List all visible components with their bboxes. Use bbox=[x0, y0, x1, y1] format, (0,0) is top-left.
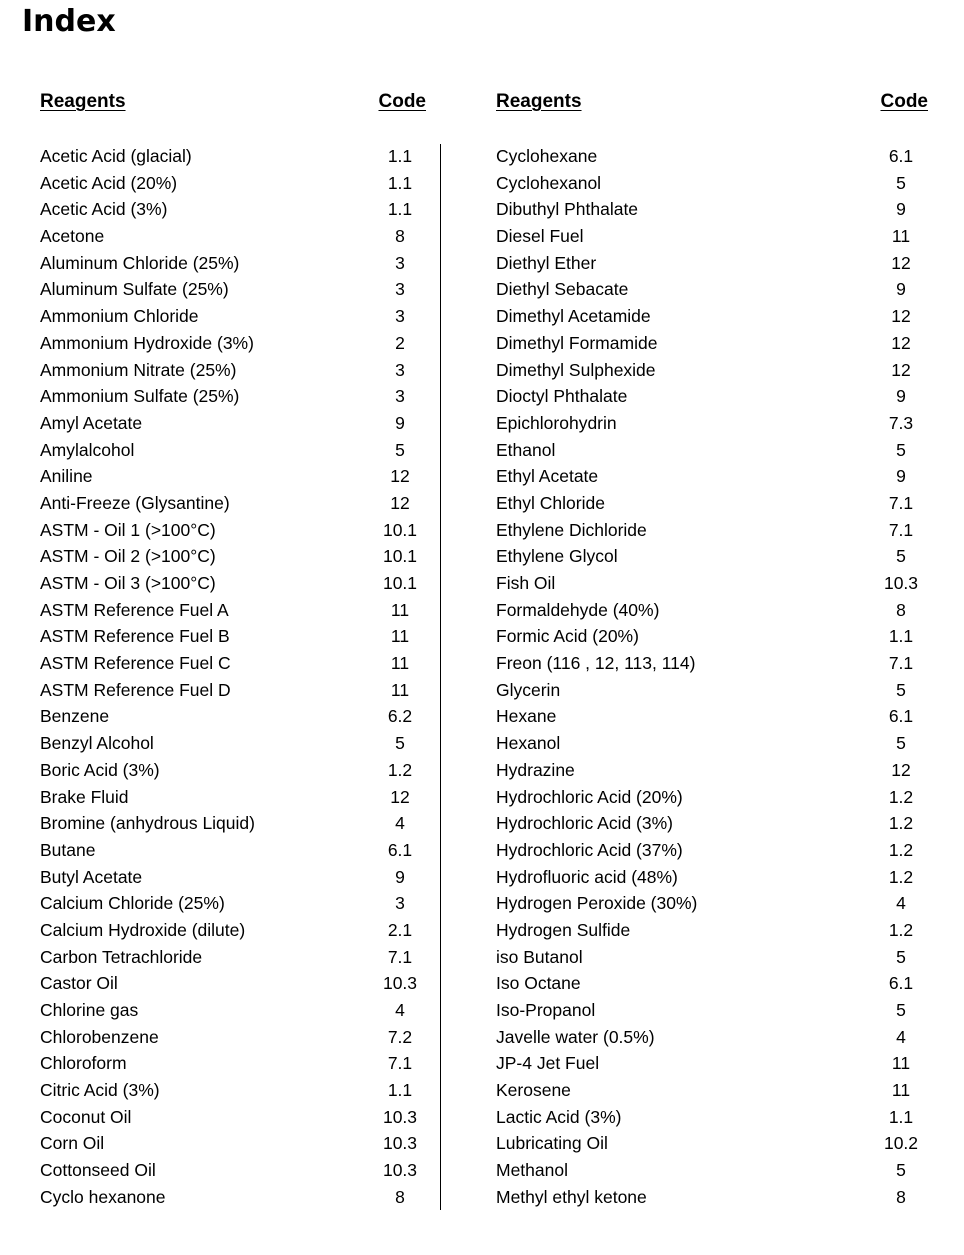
reagent-name: Calcium Chloride (25%) bbox=[40, 893, 225, 914]
reagent-name: Coconut Oil bbox=[40, 1106, 132, 1127]
reagent-name: Ammonium Sulfate (25%) bbox=[40, 386, 240, 407]
reagent-name: Amyl Acetate bbox=[40, 412, 143, 433]
reagent-name: Chloroform bbox=[40, 1053, 127, 1074]
code-header: Code bbox=[378, 91, 426, 112]
reagent-code: 7.1 bbox=[888, 492, 914, 513]
reagent-row bbox=[40, 357, 428, 384]
reagent-code: 7.2 bbox=[387, 1026, 413, 1047]
reagent-code: 4 bbox=[395, 813, 405, 834]
reagent-name: Kerosene bbox=[496, 1080, 571, 1101]
reagent-code: 8 bbox=[896, 599, 906, 620]
reagent-row bbox=[40, 1184, 428, 1211]
reagent-row bbox=[40, 944, 428, 971]
reagent-list-right bbox=[496, 143, 928, 1211]
reagent-code: 3 bbox=[395, 386, 405, 407]
reagent-name: Dimethyl Sulphexide bbox=[496, 359, 656, 380]
reagent-name: Boric Acid (3%) bbox=[40, 759, 160, 780]
reagent-name: ASTM Reference Fuel B bbox=[40, 626, 230, 647]
reagent-code: 5 bbox=[896, 439, 906, 460]
reagent-code: 4 bbox=[395, 1000, 405, 1020]
reagent-code: 12 bbox=[390, 492, 410, 513]
reagent-name: Ethylene Dichloride bbox=[496, 519, 647, 540]
reagent-code: 11 bbox=[891, 226, 911, 247]
reagent-row bbox=[496, 864, 928, 891]
reagent-name: Lactic Acid (3%) bbox=[496, 1106, 622, 1127]
reagent-code: 9 bbox=[896, 279, 906, 300]
reagent-row bbox=[40, 543, 428, 570]
reagent-name: Ammonium Chloride bbox=[40, 306, 199, 327]
reagent-name: Methanol bbox=[496, 1160, 568, 1181]
reagent-row bbox=[40, 970, 428, 997]
reagent-row bbox=[496, 730, 928, 757]
reagent-row bbox=[40, 677, 428, 704]
reagent-row bbox=[40, 650, 428, 677]
column-divider bbox=[440, 144, 441, 1210]
reagent-name: Formic Acid (20%) bbox=[496, 626, 639, 647]
reagent-code: 10.2 bbox=[883, 1133, 919, 1154]
reagent-row bbox=[40, 330, 428, 357]
reagent-code: 5 bbox=[896, 172, 906, 193]
reagent-name: Dimethyl Formamide bbox=[496, 332, 658, 353]
reagent-code: 8 bbox=[896, 1186, 906, 1207]
reagent-code: 2.1 bbox=[387, 919, 413, 940]
reagent-row bbox=[496, 383, 928, 410]
reagent-code: 5 bbox=[896, 733, 906, 754]
reagent-name: Hexane bbox=[496, 706, 557, 727]
reagent-name: Bromine (anhydrous Liquid) bbox=[40, 813, 255, 834]
reagent-row bbox=[496, 276, 928, 303]
reagent-row bbox=[496, 677, 928, 704]
reagent-code: 5 bbox=[896, 546, 906, 567]
reagent-name: Javelle water (0.5%) bbox=[496, 1026, 655, 1047]
reagent-code: 5 bbox=[896, 1160, 906, 1181]
reagent-name: Formaldehyde (40%) bbox=[496, 599, 660, 620]
reagent-row bbox=[40, 250, 428, 277]
reagent-code: 6.1 bbox=[888, 973, 914, 994]
reagent-row bbox=[496, 810, 928, 837]
reagent-row bbox=[496, 517, 928, 544]
reagent-row bbox=[496, 250, 928, 277]
reagent-row bbox=[496, 997, 928, 1024]
reagent-code: 6.1 bbox=[888, 146, 914, 166]
reagent-row bbox=[40, 703, 428, 730]
reagent-row bbox=[496, 330, 928, 357]
reagent-code: 8 bbox=[395, 1186, 405, 1207]
reagent-name: Cyclo hexanone bbox=[40, 1186, 166, 1207]
page-title: Index bbox=[22, 4, 116, 39]
reagent-name: Butyl Acetate bbox=[40, 866, 143, 887]
reagent-name: Brake Fluid bbox=[40, 786, 129, 807]
reagent-code: 3 bbox=[395, 306, 405, 327]
reagent-code: 5 bbox=[395, 733, 405, 754]
reagent-row bbox=[496, 917, 928, 944]
reagent-code: 11 bbox=[891, 1053, 911, 1074]
reagent-row bbox=[496, 196, 928, 223]
reagent-code: 11 bbox=[390, 653, 410, 674]
reagent-row bbox=[496, 1157, 928, 1184]
reagent-code: 8 bbox=[395, 226, 405, 247]
reagent-name: ASTM Reference Fuel C bbox=[40, 653, 231, 674]
reagent-name: Ethyl Acetate bbox=[496, 466, 599, 487]
reagent-name: Chlorobenzene bbox=[40, 1026, 159, 1047]
reagent-row bbox=[496, 490, 928, 517]
reagent-code: 1.2 bbox=[888, 866, 914, 887]
reagent-row bbox=[40, 864, 428, 891]
reagent-row bbox=[40, 1130, 428, 1157]
reagents-header: Reagents bbox=[40, 91, 126, 112]
reagent-name: Amylalcohol bbox=[40, 439, 135, 460]
reagent-name: Ethanol bbox=[496, 439, 556, 460]
reagent-name: Cyclohexane bbox=[496, 146, 598, 166]
reagent-code: 10.3 bbox=[883, 573, 919, 593]
reagent-name: Iso Octane bbox=[496, 973, 581, 994]
reagent-code: 9 bbox=[395, 412, 405, 433]
reagent-row bbox=[496, 597, 928, 624]
reagent-code: 12 bbox=[891, 252, 911, 273]
reagent-row bbox=[40, 223, 428, 250]
reagent-name: Acetic Acid (20%) bbox=[40, 172, 178, 193]
reagent-row bbox=[496, 463, 928, 490]
reagent-code: 11 bbox=[390, 599, 410, 620]
reagent-row bbox=[496, 410, 928, 437]
reagent-row bbox=[496, 1184, 928, 1211]
reagent-name: Hydrogen Peroxide (30%) bbox=[496, 893, 698, 914]
reagent-row bbox=[40, 1104, 428, 1131]
reagent-row bbox=[496, 650, 928, 677]
reagent-code: 10.3 bbox=[382, 1133, 418, 1154]
reagent-name: Aluminum Sulfate (25%) bbox=[40, 279, 229, 300]
reagent-name: Hydrochloric Acid (3%) bbox=[496, 813, 673, 834]
reagent-name: Ethylene Glycol bbox=[496, 546, 618, 567]
reagent-row bbox=[496, 1077, 928, 1104]
reagent-row bbox=[40, 517, 428, 544]
reagent-name: Calcium Hydroxide (dilute) bbox=[40, 919, 246, 940]
reagent-name: Diethyl Ether bbox=[496, 252, 597, 273]
reagent-name: Hexanol bbox=[496, 733, 561, 754]
reagent-name: Acetic Acid (glacial) bbox=[40, 146, 192, 166]
reagent-row bbox=[496, 1024, 928, 1051]
reagent-row bbox=[40, 490, 428, 517]
reagent-code: 6.1 bbox=[888, 706, 914, 727]
reagent-name: Ammonium Nitrate (25%) bbox=[40, 359, 237, 380]
reagent-name: Diethyl Sebacate bbox=[496, 279, 629, 300]
reagent-row bbox=[40, 784, 428, 811]
reagent-name: Freon (116 , 12, 113, 114) bbox=[496, 653, 696, 674]
reagent-row bbox=[40, 383, 428, 410]
reagent-name: Cottonseed Oil bbox=[40, 1160, 156, 1181]
reagent-name: Fish Oil bbox=[496, 573, 556, 593]
reagent-name: Chlorine gas bbox=[40, 1000, 139, 1020]
reagent-row bbox=[496, 437, 928, 464]
reagent-row bbox=[496, 543, 928, 570]
reagent-row bbox=[40, 597, 428, 624]
reagent-row bbox=[496, 303, 928, 330]
reagent-code: 7.1 bbox=[888, 653, 914, 674]
reagent-name: Glycerin bbox=[496, 679, 561, 700]
reagent-code: 9 bbox=[896, 199, 906, 220]
reagent-row bbox=[496, 1130, 928, 1157]
reagent-name: Dimethyl Acetamide bbox=[496, 306, 651, 327]
reagent-name: Acetic Acid (3%) bbox=[40, 199, 168, 220]
reagent-code: 4 bbox=[896, 1026, 906, 1047]
reagent-code: 12 bbox=[891, 359, 911, 380]
reagent-code: 10.3 bbox=[382, 1106, 418, 1127]
reagent-code: 9 bbox=[896, 466, 906, 487]
reagent-row bbox=[40, 276, 428, 303]
reagent-row bbox=[40, 570, 428, 597]
reagent-code: 4 bbox=[896, 893, 906, 914]
reagent-row bbox=[40, 1157, 428, 1184]
reagent-code: 11 bbox=[390, 626, 410, 647]
reagent-code: 9 bbox=[395, 866, 405, 887]
reagent-code: 7.3 bbox=[888, 412, 914, 433]
reagent-name: Iso-Propanol bbox=[496, 1000, 596, 1020]
reagent-code: 6.2 bbox=[387, 706, 413, 727]
column-header bbox=[40, 90, 428, 114]
reagent-code: 3 bbox=[395, 359, 405, 380]
reagent-row bbox=[40, 623, 428, 650]
reagent-list-left bbox=[40, 143, 428, 1211]
reagent-name: Dioctyl Phthalate bbox=[496, 386, 628, 407]
reagent-row bbox=[40, 303, 428, 330]
reagent-name: ASTM Reference Fuel A bbox=[40, 599, 229, 620]
reagent-name: Butane bbox=[40, 839, 96, 860]
reagent-name: Ammonium Hydroxide (3%) bbox=[40, 332, 254, 353]
reagent-row bbox=[496, 570, 928, 597]
reagent-code: 11 bbox=[390, 679, 410, 700]
reagent-code: 5 bbox=[896, 1000, 906, 1020]
reagent-name: Hydrogen Sulfide bbox=[496, 919, 631, 940]
reagent-column-right bbox=[496, 90, 928, 1207]
reagent-name: Methyl ethyl ketone bbox=[496, 1186, 647, 1207]
reagent-code: 10.3 bbox=[382, 1160, 418, 1181]
reagent-code: 10.1 bbox=[382, 573, 418, 593]
reagent-row bbox=[40, 196, 428, 223]
reagent-row bbox=[40, 890, 428, 917]
reagent-name: Dibuthyl Phthalate bbox=[496, 199, 639, 220]
reagent-code: 7.1 bbox=[387, 946, 413, 967]
reagent-name: Epichlorohydrin bbox=[496, 412, 617, 433]
reagent-row bbox=[40, 837, 428, 864]
reagent-row bbox=[496, 890, 928, 917]
reagent-row bbox=[40, 170, 428, 197]
reagent-code: 11 bbox=[891, 1080, 911, 1101]
reagent-name: Anti-Freeze (Glysantine) bbox=[40, 492, 230, 513]
reagent-row bbox=[40, 437, 428, 464]
reagent-row bbox=[40, 410, 428, 437]
reagent-row bbox=[496, 1050, 928, 1077]
reagent-code: 5 bbox=[395, 439, 405, 460]
reagent-code: 1.2 bbox=[888, 919, 914, 940]
reagent-code: 6.1 bbox=[387, 839, 413, 860]
reagent-code: 10.1 bbox=[382, 519, 418, 540]
reagent-code: 1.2 bbox=[888, 786, 914, 807]
reagent-code: 10.1 bbox=[382, 546, 418, 567]
reagent-row bbox=[496, 623, 928, 650]
reagent-name: Diesel Fuel bbox=[496, 226, 584, 247]
reagent-column-left bbox=[40, 90, 428, 1207]
reagent-name: Cyclohexanol bbox=[496, 172, 602, 193]
reagent-name: Corn Oil bbox=[40, 1133, 105, 1154]
reagent-code: 3 bbox=[395, 279, 405, 300]
reagent-name: Hydrofluoric acid (48%) bbox=[496, 866, 678, 887]
reagent-name: ASTM - Oil 1 (>100°C) bbox=[40, 519, 216, 540]
reagent-name: iso Butanol bbox=[496, 946, 583, 967]
reagent-row bbox=[496, 170, 928, 197]
reagent-row bbox=[40, 730, 428, 757]
reagent-row bbox=[496, 784, 928, 811]
reagent-row bbox=[40, 810, 428, 837]
reagent-code: 2 bbox=[395, 332, 405, 353]
reagent-name: Hydrochloric Acid (20%) bbox=[496, 786, 683, 807]
reagent-name: ASTM - Oil 2 (>100°C) bbox=[40, 546, 216, 567]
reagent-code: 12 bbox=[891, 306, 911, 327]
reagent-code: 12 bbox=[891, 332, 911, 353]
reagent-row bbox=[40, 463, 428, 490]
reagent-code: 9 bbox=[896, 386, 906, 407]
reagent-name: JP-4 Jet Fuel bbox=[496, 1053, 600, 1074]
reagent-row bbox=[40, 1077, 428, 1104]
reagent-row bbox=[496, 970, 928, 997]
reagent-row bbox=[40, 1050, 428, 1077]
reagent-name: Aniline bbox=[40, 466, 93, 487]
reagent-name: Ethyl Chloride bbox=[496, 492, 605, 513]
reagent-code: 5 bbox=[896, 679, 906, 700]
reagent-row bbox=[40, 1024, 428, 1051]
reagent-row bbox=[496, 223, 928, 250]
reagent-row bbox=[496, 757, 928, 784]
reagent-row bbox=[496, 357, 928, 384]
reagent-name: Carbon Tetrachloride bbox=[40, 946, 203, 967]
reagent-name: ASTM Reference Fuel D bbox=[40, 679, 231, 700]
reagent-code: 12 bbox=[390, 466, 410, 487]
reagent-name: Castor Oil bbox=[40, 973, 118, 994]
reagent-code: 1.1 bbox=[387, 199, 413, 220]
reagent-code: 10.3 bbox=[382, 973, 418, 994]
reagent-code: 1.1 bbox=[888, 1106, 914, 1127]
reagent-row bbox=[496, 837, 928, 864]
reagent-code: 12 bbox=[390, 786, 410, 807]
reagent-row bbox=[496, 944, 928, 971]
reagent-row bbox=[40, 143, 428, 170]
reagent-code: 5 bbox=[896, 946, 906, 967]
reagent-code: 7.1 bbox=[387, 1053, 413, 1074]
reagent-row bbox=[496, 1104, 928, 1131]
reagent-code: 3 bbox=[395, 893, 405, 914]
reagent-code: 1.1 bbox=[387, 1080, 413, 1101]
reagent-name: Hydrazine bbox=[496, 759, 575, 780]
reagent-code: 1.1 bbox=[387, 172, 413, 193]
reagent-name: Lubricating Oil bbox=[496, 1133, 608, 1154]
reagent-name: Hydrochloric Acid (37%) bbox=[496, 839, 683, 860]
column-header bbox=[496, 90, 928, 114]
reagent-code: 1.1 bbox=[888, 626, 914, 647]
reagent-code: 1.2 bbox=[888, 813, 914, 834]
reagent-code: 3 bbox=[395, 252, 405, 273]
reagent-code: 12 bbox=[891, 759, 911, 780]
code-header: Code bbox=[880, 91, 928, 112]
reagent-row bbox=[496, 703, 928, 730]
reagent-name: Benzyl Alcohol bbox=[40, 733, 154, 754]
reagent-row bbox=[40, 917, 428, 944]
reagent-code: 1.2 bbox=[387, 759, 413, 780]
reagent-code: 7.1 bbox=[888, 519, 914, 540]
reagent-name: Benzene bbox=[40, 706, 110, 727]
reagent-code: 1.2 bbox=[888, 839, 914, 860]
reagent-code: 1.1 bbox=[387, 146, 413, 166]
reagent-row bbox=[40, 997, 428, 1024]
reagent-name: Acetone bbox=[40, 226, 105, 247]
reagents-header: Reagents bbox=[496, 91, 582, 112]
reagent-name: Aluminum Chloride (25%) bbox=[40, 252, 240, 273]
reagent-name: ASTM - Oil 3 (>100°C) bbox=[40, 573, 216, 593]
reagent-row bbox=[496, 143, 928, 170]
reagent-name: Citric Acid (3%) bbox=[40, 1080, 160, 1101]
reagent-row bbox=[40, 757, 428, 784]
